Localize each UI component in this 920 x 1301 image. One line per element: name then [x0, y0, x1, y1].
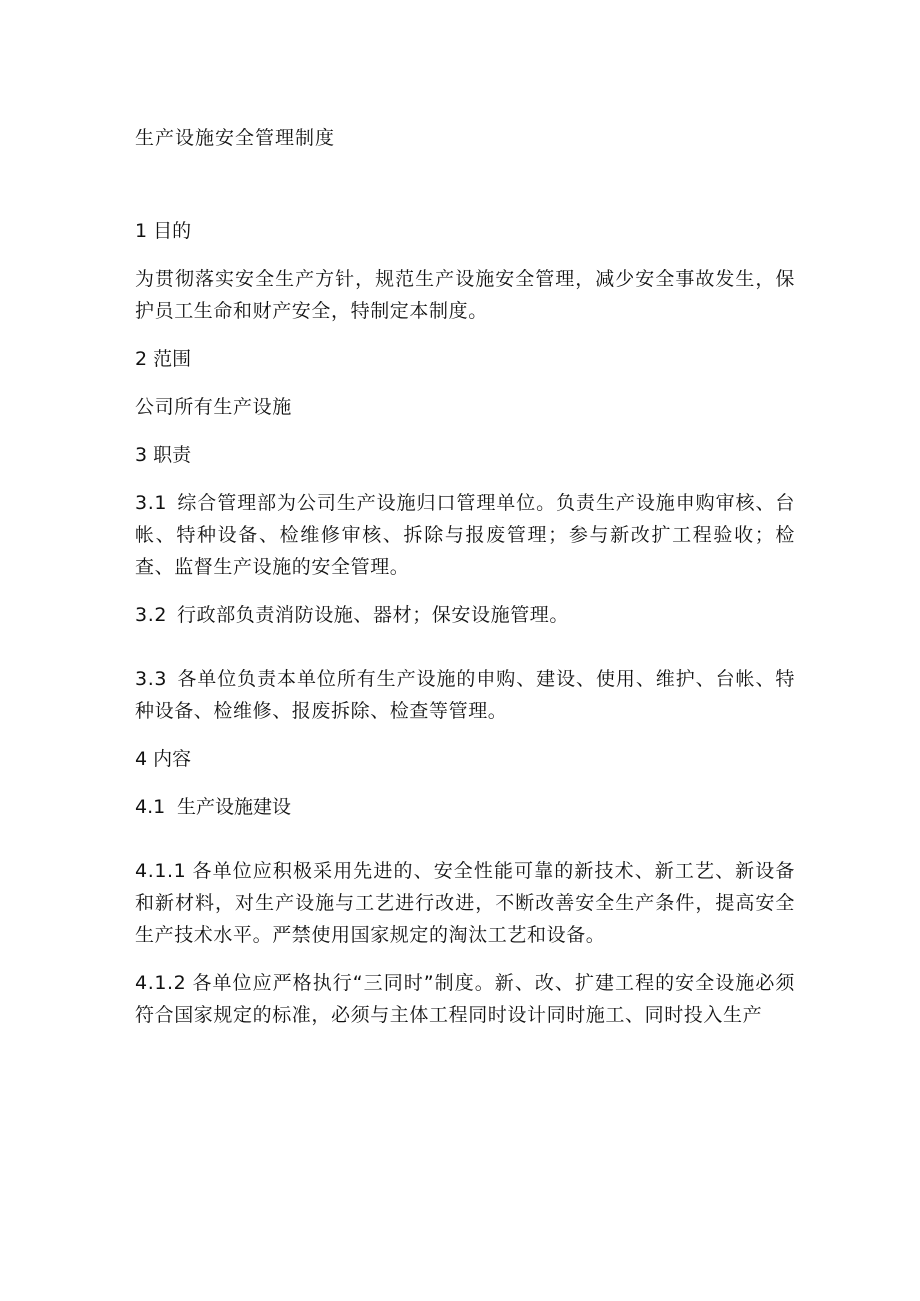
- section-heading-scope: 2 范围: [135, 348, 192, 370]
- document-title: 生产设施安全管理制度: [135, 127, 336, 149]
- clause-text: 行政部负责消防设施、器材；保安设施管理。: [177, 604, 570, 626]
- purpose-paragraph: 为贯彻落实安全生产方针，规范生产设施安全管理，减少安全事故发生，保护员工生命和财产安全，特制定本制度。: [135, 268, 795, 322]
- clause-text: 各单位应积极采用先进的、安全性能可靠的新技术、新工艺、新设备和新材料，对生产设施与工艺进行改进，不断改善安全生产条件，提高安全生产技术水平。严禁使用国家规定的淘汰工艺和设备。: [135, 860, 795, 946]
- clause-number: 3.3: [135, 668, 168, 690]
- clause-4-1-1: [135, 855, 795, 951]
- section-heading-content: 4 内容: [135, 748, 192, 770]
- clause-number: 3.1: [135, 492, 168, 514]
- section-heading-purpose: 1 目的: [135, 220, 192, 242]
- subsection-number: 4.1: [135, 796, 166, 818]
- clause-text: 综合管理部为公司生产设施归口管理单位。负责生产设施申购审核、台帐、特种设备、检维修审核、拆除与报废管理；参与新改扩工程验收；检查、监督生产设施的安全管理。: [135, 492, 795, 578]
- scope-paragraph: 公司所有生产设施: [135, 396, 292, 418]
- clause-4-1-2: [135, 967, 795, 1031]
- section-heading-responsibilities: 3 职责: [135, 444, 192, 466]
- clause-text: 各单位负责本单位所有生产设施的申购、建设、使用、维护、台帐、特种设备、检维修、报废拆除、检查等管理。: [135, 668, 795, 722]
- clause-number: 4.1.1: [135, 860, 187, 882]
- subsection-title: 生产设施建设: [177, 796, 292, 818]
- clause-number: 4.1.2: [135, 972, 187, 994]
- subsection-heading-4-1: [135, 791, 795, 823]
- clause-3-2: [135, 599, 795, 631]
- clause-3-1: [135, 487, 795, 583]
- clause-text: 各单位应严格执行“三同时”制度。新、改、扩建工程的安全设施必须符合国家规定的标准，必须与主体工程同时设计同时施工、同时投入生产: [135, 972, 795, 1026]
- clause-3-3: [135, 663, 795, 727]
- document-body: [135, 122, 795, 1047]
- clause-number: 3.2: [135, 604, 168, 626]
